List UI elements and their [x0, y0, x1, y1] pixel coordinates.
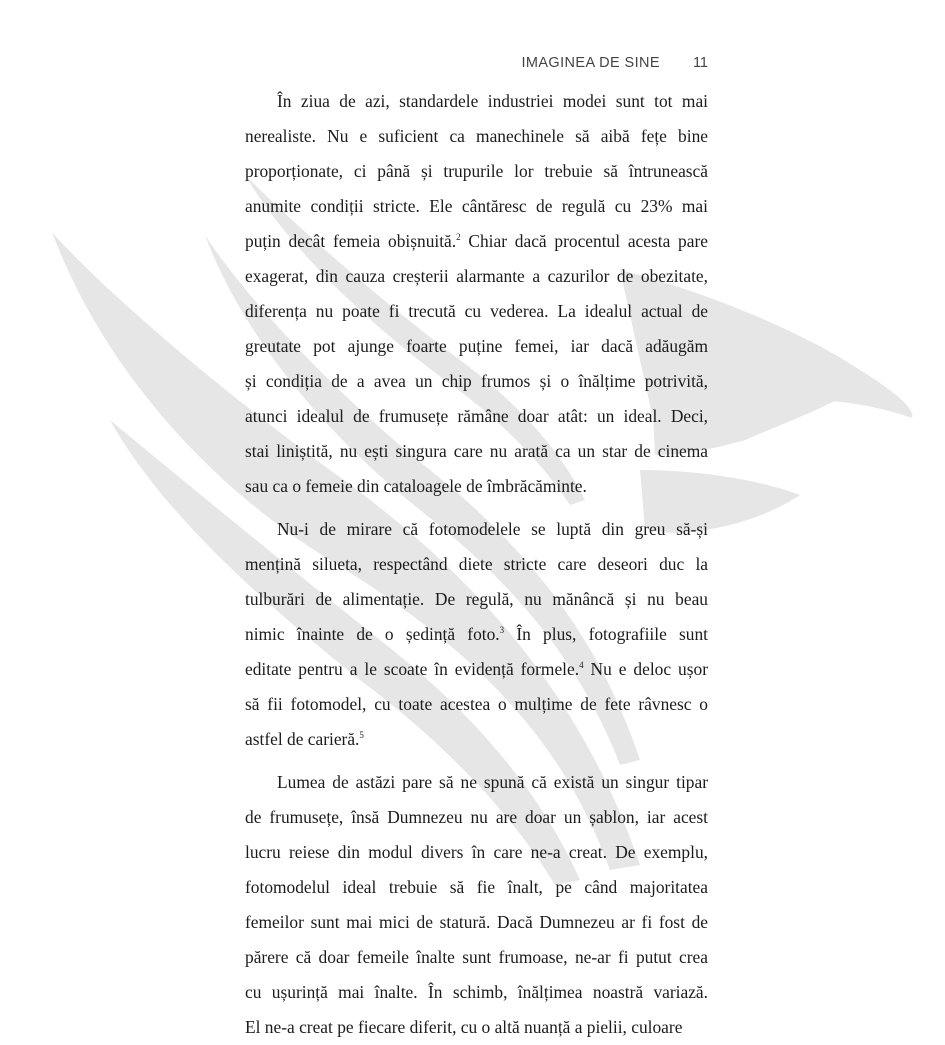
line-text: Lumea de astăzi pare să ne spună că există un singur tipar	[277, 772, 708, 792]
line-text: El ne-a creat pe fiecare diferit, cu o altă nuanță a pielii, culoare	[245, 1017, 683, 1037]
text-line	[245, 905, 708, 940]
line-text: mențină silueta, respectând diete stricte care deseori duc la	[245, 554, 708, 574]
paragraph	[245, 512, 708, 757]
line-text: În ziua de azi, standardele industriei modei sunt tot mai	[277, 91, 708, 111]
text-line	[245, 687, 708, 722]
line-text: și condiția de a avea un chip frumos și o înălțime potrivită,	[245, 371, 708, 391]
text-line	[245, 434, 708, 469]
text-line	[245, 975, 708, 1010]
line-text: exagerat, din cauza creșterii alarmante a cazurilor de obezitate,	[245, 266, 708, 286]
text-line	[245, 617, 708, 652]
footnote-reference: 2	[456, 232, 461, 243]
text-line	[245, 329, 708, 364]
line-text: de frumusețe, însă Dumnezeu nu are doar un șablon, iar acest	[245, 807, 708, 827]
text-line	[245, 364, 708, 399]
line-text: stai liniștită, nu ești singura care nu arată ca un star de cinema	[245, 441, 708, 461]
line-text: să fii fotomodel, cu toate acestea o mulțime de fete râvnesc o	[245, 694, 708, 714]
line-text-continued: Nu e deloc ușor	[583, 659, 708, 679]
footnote-reference: 3	[499, 625, 505, 636]
text-line	[245, 84, 708, 119]
line-text: lucru reiese din modul divers în care ne-a creat. De exemplu,	[245, 842, 708, 862]
footnote-reference: 4	[579, 660, 584, 671]
text-line	[245, 547, 708, 582]
text-line	[245, 189, 708, 224]
line-text: anumite condiții stricte. Ele cântăresc de regulă cu 23% mai	[245, 196, 708, 216]
page-number: 11	[692, 55, 708, 71]
line-text: astfel de carieră.	[245, 729, 360, 749]
line-text-continued: În plus, fotografiile sunt	[504, 624, 708, 644]
text-line	[245, 835, 708, 870]
paragraph	[245, 84, 708, 504]
line-text: nimic înainte de o ședință foto.	[245, 624, 500, 644]
text-line	[245, 870, 708, 905]
text-line	[245, 119, 708, 154]
page-header	[245, 52, 708, 74]
line-text: puțin decât femeia obișnuită.	[245, 231, 457, 251]
line-text: sau ca o femeie din cataloagele de îmbrăcăminte.	[245, 476, 587, 496]
line-text: Nu-i de mirare că fotomodelele se luptă din greu să-și	[277, 519, 708, 539]
text-line	[245, 399, 708, 434]
line-text: editate pentru a le scoate în evidență formele.	[245, 659, 580, 679]
text-line	[245, 652, 708, 687]
running-head: IMAGINEA DE SINE	[521, 55, 660, 71]
line-text: femeilor sunt mai mici de statură. Dacă Dumnezeu ar fi fost de	[245, 912, 708, 932]
text-line	[245, 582, 708, 617]
text-line	[245, 800, 708, 835]
paragraph	[245, 765, 708, 1045]
text-line	[245, 940, 708, 975]
line-text: nerealiste. Nu e suficient ca manechinele să aibă fețe bine	[245, 126, 708, 146]
text-line	[245, 722, 708, 757]
text-line	[245, 224, 708, 259]
text-line	[245, 154, 708, 189]
text-line	[245, 765, 708, 800]
line-text: greutate pot ajunge foarte puține femei, iar dacă adăugăm	[245, 336, 708, 356]
line-text: atunci idealul de frumusețe rămâne doar atât: un ideal. Deci,	[245, 406, 708, 426]
text-line	[245, 512, 708, 547]
body-text	[245, 84, 708, 1045]
text-line	[245, 259, 708, 294]
line-text: proporționate, ci până și trupurile lor trebuie să întrunească	[245, 161, 708, 181]
footnote-reference: 5	[359, 730, 364, 741]
text-line	[245, 469, 708, 504]
line-text: cu ușurință mai înalte. În schimb, înălțimea noastră variază.	[245, 982, 708, 1002]
line-text: părere că doar femeile înalte sunt frumoase, ne-ar fi putut crea	[245, 947, 708, 967]
line-text-continued: Chiar dacă procentul acesta pare	[460, 231, 708, 251]
line-text: diferența nu poate fi trecută cu vederea. La idealul actual de	[245, 301, 708, 321]
line-text: fotomodelul ideal trebuie să fie înalt, pe când majoritatea	[245, 877, 708, 897]
text-line	[245, 1010, 708, 1045]
line-text: tulburări de alimentație. De regulă, nu mănâncă și nu beau	[245, 589, 708, 609]
text-line	[245, 294, 708, 329]
